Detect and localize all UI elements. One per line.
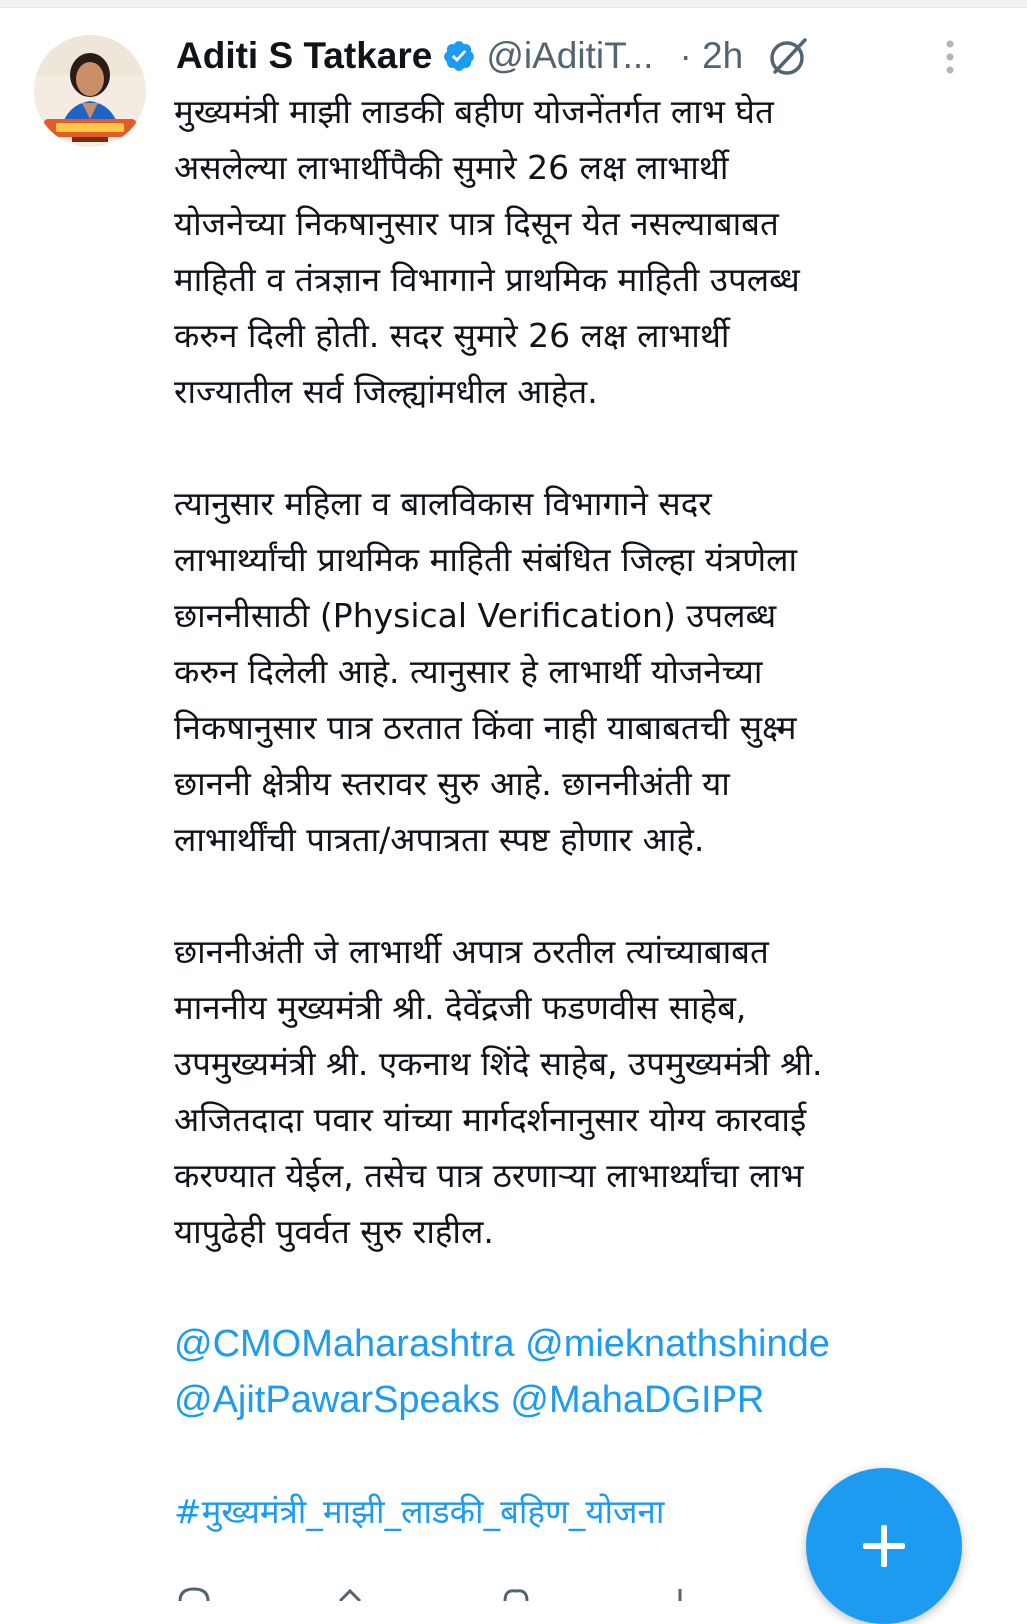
text-line: लाभार्थींची पात्रता/अपात्रता स्पष्ट होणार आहे. (174, 820, 705, 859)
text-line: माननीय मुख्यमंत्री श्री. देवेंद्रजी फडणवीस साहेब, (174, 988, 747, 1027)
hashtag-link[interactable]: #मुख्यमंत्री_माझी_लाडकी_बहिण_योजना (174, 1492, 665, 1531)
text-line: छाननी क्षेत्रीय स्तरावर सुरु आहे. छाननीअंती या (174, 764, 730, 803)
tweet-action-bar (160, 1586, 760, 1600)
tweet-header (176, 28, 996, 84)
display-name[interactable]: Aditi S Tatkare (176, 35, 433, 76)
more-vertical-icon[interactable] (940, 38, 960, 78)
text-line: छाननीसाठी (Physical Verification) उपलब्ध (174, 596, 777, 635)
paragraph-3 (174, 924, 974, 1260)
mention-row (174, 1316, 974, 1372)
mention-link[interactable]: @AjitPawarSpeaks (174, 1379, 500, 1421)
user-handle[interactable]: @iAditiT... (486, 35, 654, 76)
text-line: छाननीअंती जे लाभार्थी अपात्र ठरतील त्यांच्याबाबत (174, 932, 769, 971)
text-line: निकषानुसार पात्र ठरतात किंवा नाही याबाबतची सुक्ष्म (174, 708, 797, 747)
top-divider (0, 0, 1027, 8)
text-line: करुन दिलेली आहे. त्यानुसार हे लाभार्थी योजनेच्या (174, 652, 763, 691)
like-icon (505, 1591, 527, 1601)
text-line: लाभार्थ्यांची प्राथमिक माहिती संबंधित जिल्हा यंत्रणेला (174, 540, 798, 579)
mention-link[interactable]: @MahaDGIPR (510, 1379, 765, 1421)
reply-icon (180, 1589, 208, 1601)
mentions (174, 1316, 974, 1428)
text-line: उपमुख्यमंत्री श्री. एकनाथ शिंदे साहेब, उपमुख्यमंत्री श्री. (174, 1044, 823, 1083)
text-line: अजितदादा पवार यांच्या मार्गदर्शनानुसार योग्य कारवाई (174, 1100, 807, 1139)
tweet-timestamp[interactable]: · 2h (679, 35, 744, 76)
text-line: मुख्यमंत्री माझी लाडकी बहीण योजनेंतर्गत लाभ घेत (174, 92, 774, 131)
text-line: असलेल्या लाभार्थीपैकी सुमारे 26 लक्ष लाभार्थी (174, 148, 729, 187)
avatar[interactable] (34, 35, 146, 147)
mention-link[interactable]: @mieknathshinde (525, 1323, 830, 1365)
paragraph-gap (174, 420, 974, 476)
paragraph-gap (174, 1260, 974, 1316)
compose-button[interactable] (806, 1468, 962, 1624)
paragraph-gap (174, 868, 974, 924)
paragraph-1 (174, 84, 974, 420)
plus-icon (859, 1521, 909, 1571)
text-line: माहिती व तंत्रज्ञान विभागाने प्राथमिक माहिती उपलब्ध (174, 260, 800, 299)
text-line: करुन दिली होती. सदर सुमारे 26 लक्ष लाभार्थी (174, 316, 730, 355)
paragraph-2 (174, 476, 974, 868)
tweet-text (174, 84, 974, 1540)
text-line: त्यानुसार महिला व बालविकास विभागाने सदर (174, 484, 712, 523)
grok-icon[interactable] (767, 34, 811, 78)
verified-badge-icon (442, 39, 476, 73)
text-line: यापुढेही पुवर्वत सुरु राहील. (174, 1212, 494, 1251)
mention-link[interactable]: @CMOMaharashtra (174, 1323, 515, 1365)
avatar-image (34, 35, 146, 147)
text-line: राज्यातील सर्व जिल्ह्यांमधील आहेत. (174, 372, 598, 411)
text-line: करण्यात येईल, तसेच पात्र ठरणाऱ्या लाभार्थ्यांचा लाभ (174, 1156, 804, 1195)
text-line: योजनेच्या निकषानुसार पात्र दिसून येत नसल्याबाबत (174, 204, 779, 243)
mention-row (174, 1372, 974, 1428)
